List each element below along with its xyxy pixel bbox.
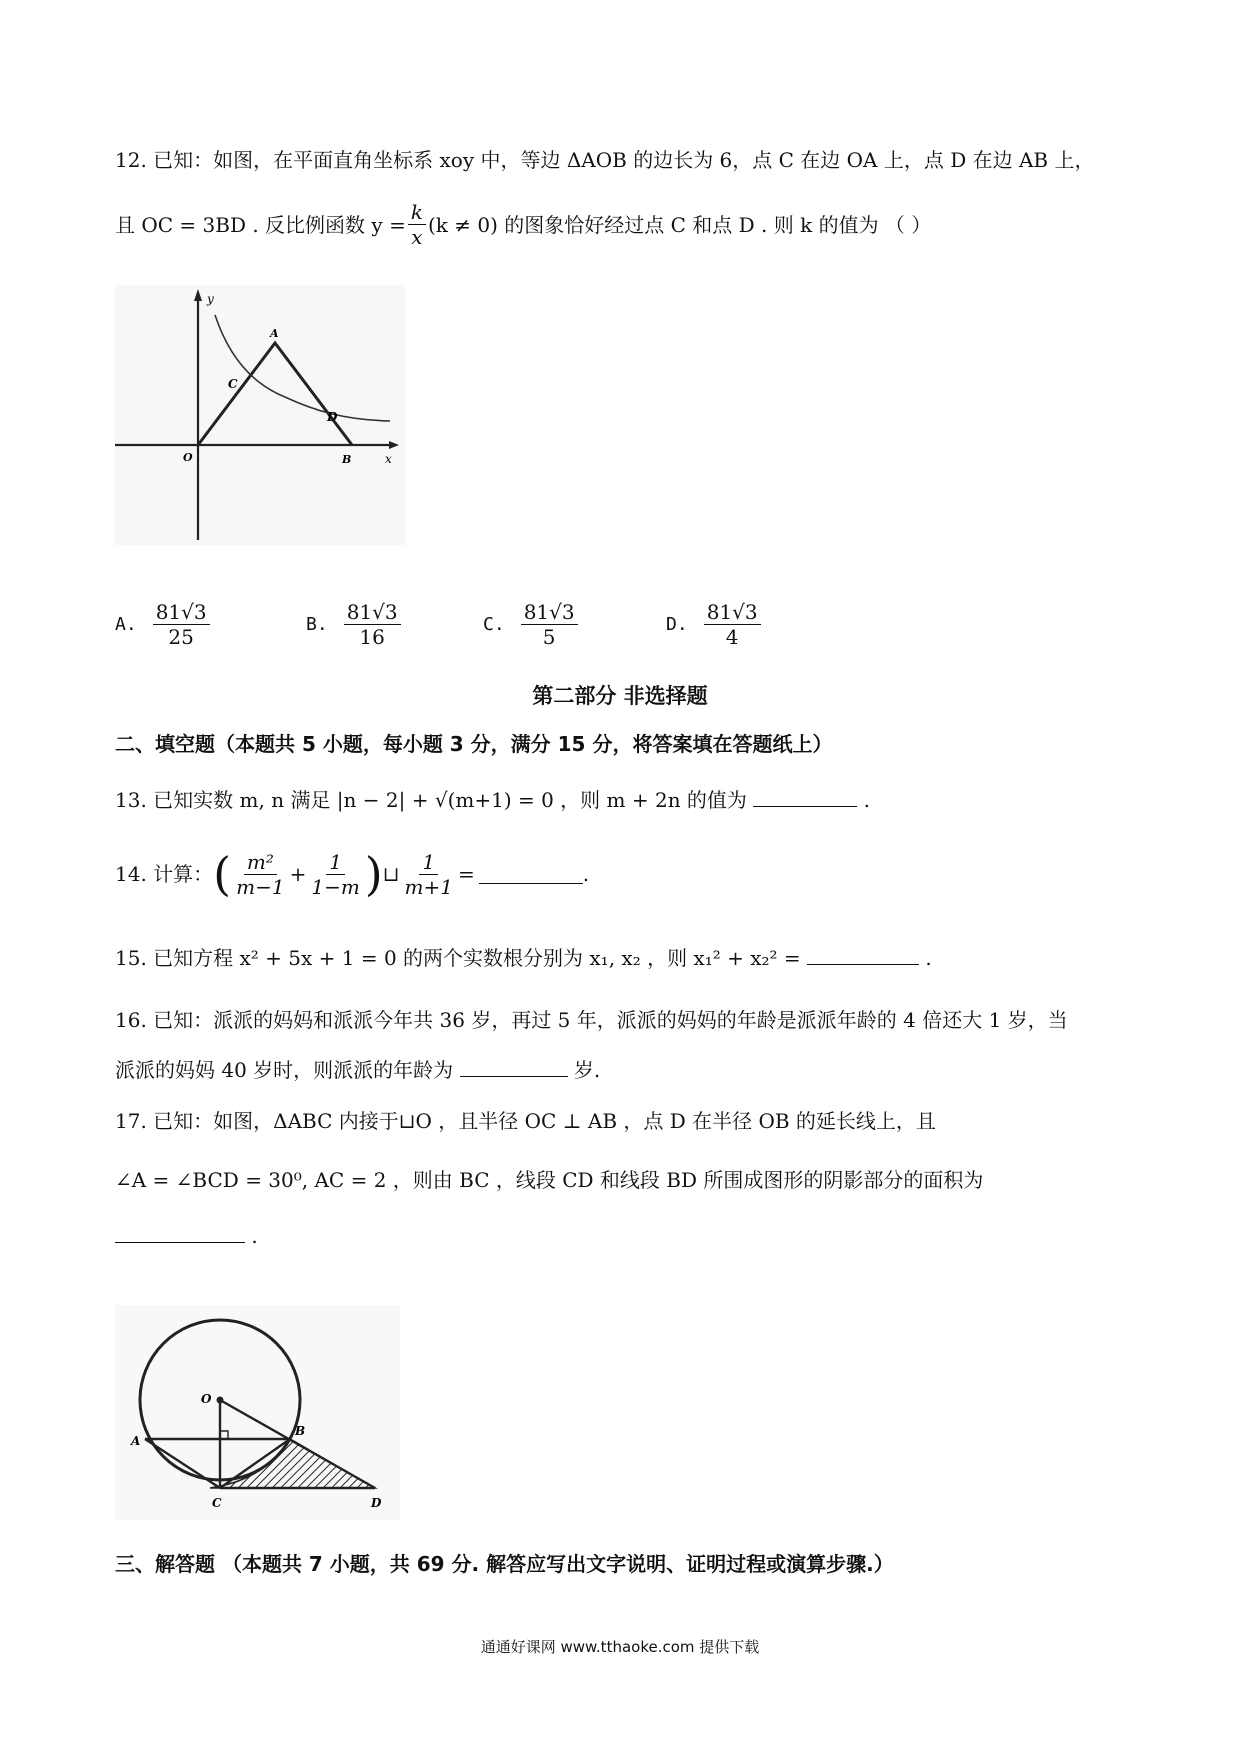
q12-label-B: B bbox=[342, 453, 352, 466]
q17-answer-blank bbox=[115, 1224, 245, 1243]
q17-label-A: A bbox=[131, 1434, 141, 1448]
q12-label-A: A bbox=[270, 327, 279, 340]
q17-label-C: C bbox=[212, 1496, 222, 1510]
q17-label-D: D bbox=[371, 1496, 382, 1510]
page-footer: 通通好课网 www.tthaoke.com 提供下载 bbox=[480, 1638, 760, 1656]
q12-label-D: D bbox=[327, 410, 338, 424]
q12-label-x: x bbox=[385, 452, 392, 466]
q17-line3: . bbox=[115, 1222, 258, 1250]
q17-label-B: B bbox=[295, 1424, 306, 1438]
q14-frac3: $\frac{1}{m+1}$ bbox=[404, 849, 453, 899]
q12-option-a: A. $\frac{81√3}{25}$ bbox=[115, 600, 212, 649]
q14-frac2: $\frac{1}{1-m}$ bbox=[311, 849, 360, 899]
q12-line2-b: (k ≠ 0) 的图象恰好经过点 C 和点 D . 则 k 的值为 （ ） bbox=[427, 212, 932, 237]
q12-option-c: C. $\frac{81√3}{5}$ bbox=[483, 600, 580, 649]
section2-title: 二、填空题（本题共 5 小题，每小题 3 分，满分 15 分，将答案填在答题纸上） bbox=[115, 732, 833, 756]
q12-frac-den: x bbox=[411, 225, 423, 249]
q14: 14. 计算： ( $\frac{\text{m²}}{m-1}$ + $\frac{1}{1-m}$ ) ⊔ $\frac{1}{m+1}$ = . bbox=[115, 847, 590, 901]
q12-figure bbox=[115, 285, 405, 545]
q12-label-O: O bbox=[183, 451, 193, 464]
q16-line2: 派派的妈妈 40 岁时，则派派的年龄为 岁. bbox=[115, 1058, 601, 1082]
q15-answer-blank bbox=[807, 946, 919, 965]
q15: 15. 已知方程 x² + 5x + 1 = 0 的两个实数根分别为 x₁, x₂ ，则 x₁² + x₂² = . bbox=[115, 946, 932, 970]
section3-title: 三、解答题 （本题共 7 小题，共 69 分. 解答应写出文字说明、证明过程或演算步骤.） bbox=[115, 1552, 894, 1576]
q13-text: 13. 已知实数 m, n 满足 |n − 2| + √(m+1) = 0 ，则 m + 2n 的值为 bbox=[115, 788, 747, 812]
q12-fraction bbox=[408, 200, 426, 249]
q12-label-y: y bbox=[207, 292, 214, 306]
q14-text: 14. 计算： bbox=[115, 862, 214, 886]
q17-label-O: O bbox=[201, 1392, 212, 1406]
q16-answer-blank bbox=[460, 1058, 568, 1077]
q13-answer-blank bbox=[753, 788, 857, 807]
q17-line2: ∠A = ∠BCD = 30⁰, AC = 2 ，则由 BC ，线段 CD 和线段 BD 所围成图形的阴影部分的面积为 bbox=[115, 1168, 984, 1192]
part2-title: 第二部分 非选择题 bbox=[532, 684, 708, 708]
q12-label-C: C bbox=[228, 377, 238, 391]
q16-line1: 16. 已知：派派的妈妈和派派今年共 36 岁，再过 5 年，派派的妈妈的年龄是派派年龄的 4 倍还大 1 岁，当 bbox=[115, 1008, 1068, 1032]
q12-option-b: B. $\frac{81√3}{16}$ bbox=[306, 600, 403, 649]
q12-line1: 12. 已知：如图，在平面直角坐标系 xoy 中，等边 ΔAOB 的边长为 6，点 C 在边 OA 上，点 D 在边 AB 上， bbox=[115, 148, 1095, 172]
q12-frac-num: k bbox=[408, 200, 426, 225]
q12-line2 bbox=[115, 200, 931, 249]
q13: 13. 已知实数 m, n 满足 |n − 2| + √(m+1) = 0 ，则 m + 2n 的值为 . bbox=[115, 788, 871, 812]
q12-option-d: D. $\frac{81√3}{4}$ bbox=[666, 600, 763, 649]
q14-frac1: $\frac{\text{m²}}{m-1}$ bbox=[236, 849, 285, 899]
q17-line1: 17. 已知：如图，ΔABC 内接于⊔O ，且半径 OC ⊥ AB ，点 D 在半径 OB 的延长线上，且 bbox=[115, 1109, 936, 1133]
q15-text: 15. 已知方程 x² + 5x + 1 = 0 的两个实数根分别为 x₁, x₂ ，则 x₁² + x₂² = bbox=[115, 946, 801, 970]
q14-answer-blank bbox=[479, 865, 583, 884]
q17-figure bbox=[115, 1305, 400, 1520]
q12-line2-a: 且 OC = 3BD . 反比例函数 y = bbox=[115, 212, 406, 237]
